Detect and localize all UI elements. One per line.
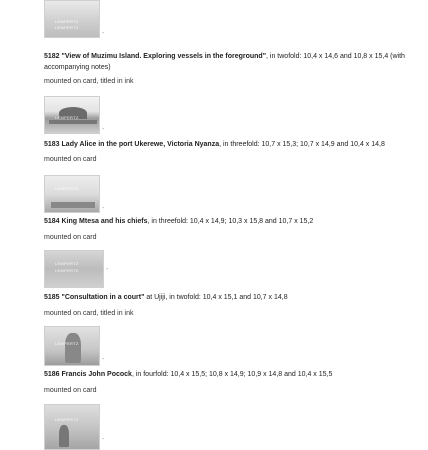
lot-5184-note: mounted on card <box>44 234 97 241</box>
lot-details: , in threefold: 10,4 x 14,9; 10,3 x 15,8 and 10,7 x 15,2 <box>147 218 314 225</box>
lot-details: at Ujiji, in twofold: 10,4 x 15,1 and 10,7 x 14,8 <box>144 294 288 301</box>
lot-5183-note: mounted on card <box>44 156 97 163</box>
lot-5184-entry <box>44 216 414 227</box>
lot-title: Lady Alice in the port Ukerewe, Victoria Nyanza <box>61 141 220 148</box>
lot-5186-entry <box>44 369 414 380</box>
lot-number: 5184 <box>44 218 60 225</box>
lot-title: Francis John Pocock <box>61 371 132 378</box>
lot-5185-thumbnail[interactable] <box>44 250 104 288</box>
lot-5185-entry <box>44 292 414 303</box>
lot-details: , in threefold: 10,7 x 15,3; 10,7 x 14,9 and 10,4 x 14,8 <box>219 141 385 148</box>
lot-title: King Mtesa and his chiefs <box>61 218 148 225</box>
thumbnail-dash: - <box>106 266 109 273</box>
lot-number: 5183 <box>44 141 60 148</box>
thumbnail-dash: - <box>102 126 105 133</box>
lot-5183-thumbnail[interactable] <box>44 96 100 134</box>
lot-5183-entry <box>44 139 414 150</box>
lot-next-thumbnail[interactable] <box>44 404 100 450</box>
watermark: LEMPERTZ <box>55 115 79 120</box>
watermark: LEMPERTZ <box>55 186 79 191</box>
lot-5182-note: mounted on card, titled in ink <box>44 78 134 85</box>
lot-number: 5185 <box>44 294 60 301</box>
thumbnail-dash: - <box>102 205 105 212</box>
thumbnail-dash: - <box>102 30 105 37</box>
lot-5186-note: mounted on card <box>44 387 97 394</box>
watermark: LEMPERTZ <box>55 25 79 30</box>
watermark: LEMPERTZ <box>55 341 79 346</box>
lot-details: , in twofold: 10,4 x 14,6 and 10,8 x 15,4 (with accompanying notes) <box>44 53 405 71</box>
thumbnail-dash: - <box>102 356 105 363</box>
lot-title: "View of Muzimu Island. Exploring vessels in the foreground" <box>61 53 267 60</box>
lot-details: , in fourfold: 10,4 x 15,5; 10,8 x 14,9; 10,9 x 14,8 and 10,4 x 15,5 <box>131 371 333 378</box>
lot-title: "Consultation in a court" <box>61 294 145 301</box>
lot-5186-thumbnail[interactable] <box>44 326 100 366</box>
watermark: LEMPERTZ <box>55 417 79 422</box>
lot-number: 5186 <box>44 371 60 378</box>
watermark: LEMPERTZ <box>55 268 79 273</box>
lot-5182-entry <box>44 51 414 73</box>
lot-5185-note: mounted on card, titled in ink <box>44 310 134 317</box>
watermark: LEMPERTZ <box>55 261 79 266</box>
lot-5184-thumbnail[interactable] <box>44 175 100 213</box>
lot-5182-thumbnail[interactable] <box>44 0 100 38</box>
watermark: LEMPERTZ <box>55 19 79 24</box>
thumbnail-dash: - <box>102 436 105 443</box>
lot-number: 5182 <box>44 53 60 60</box>
